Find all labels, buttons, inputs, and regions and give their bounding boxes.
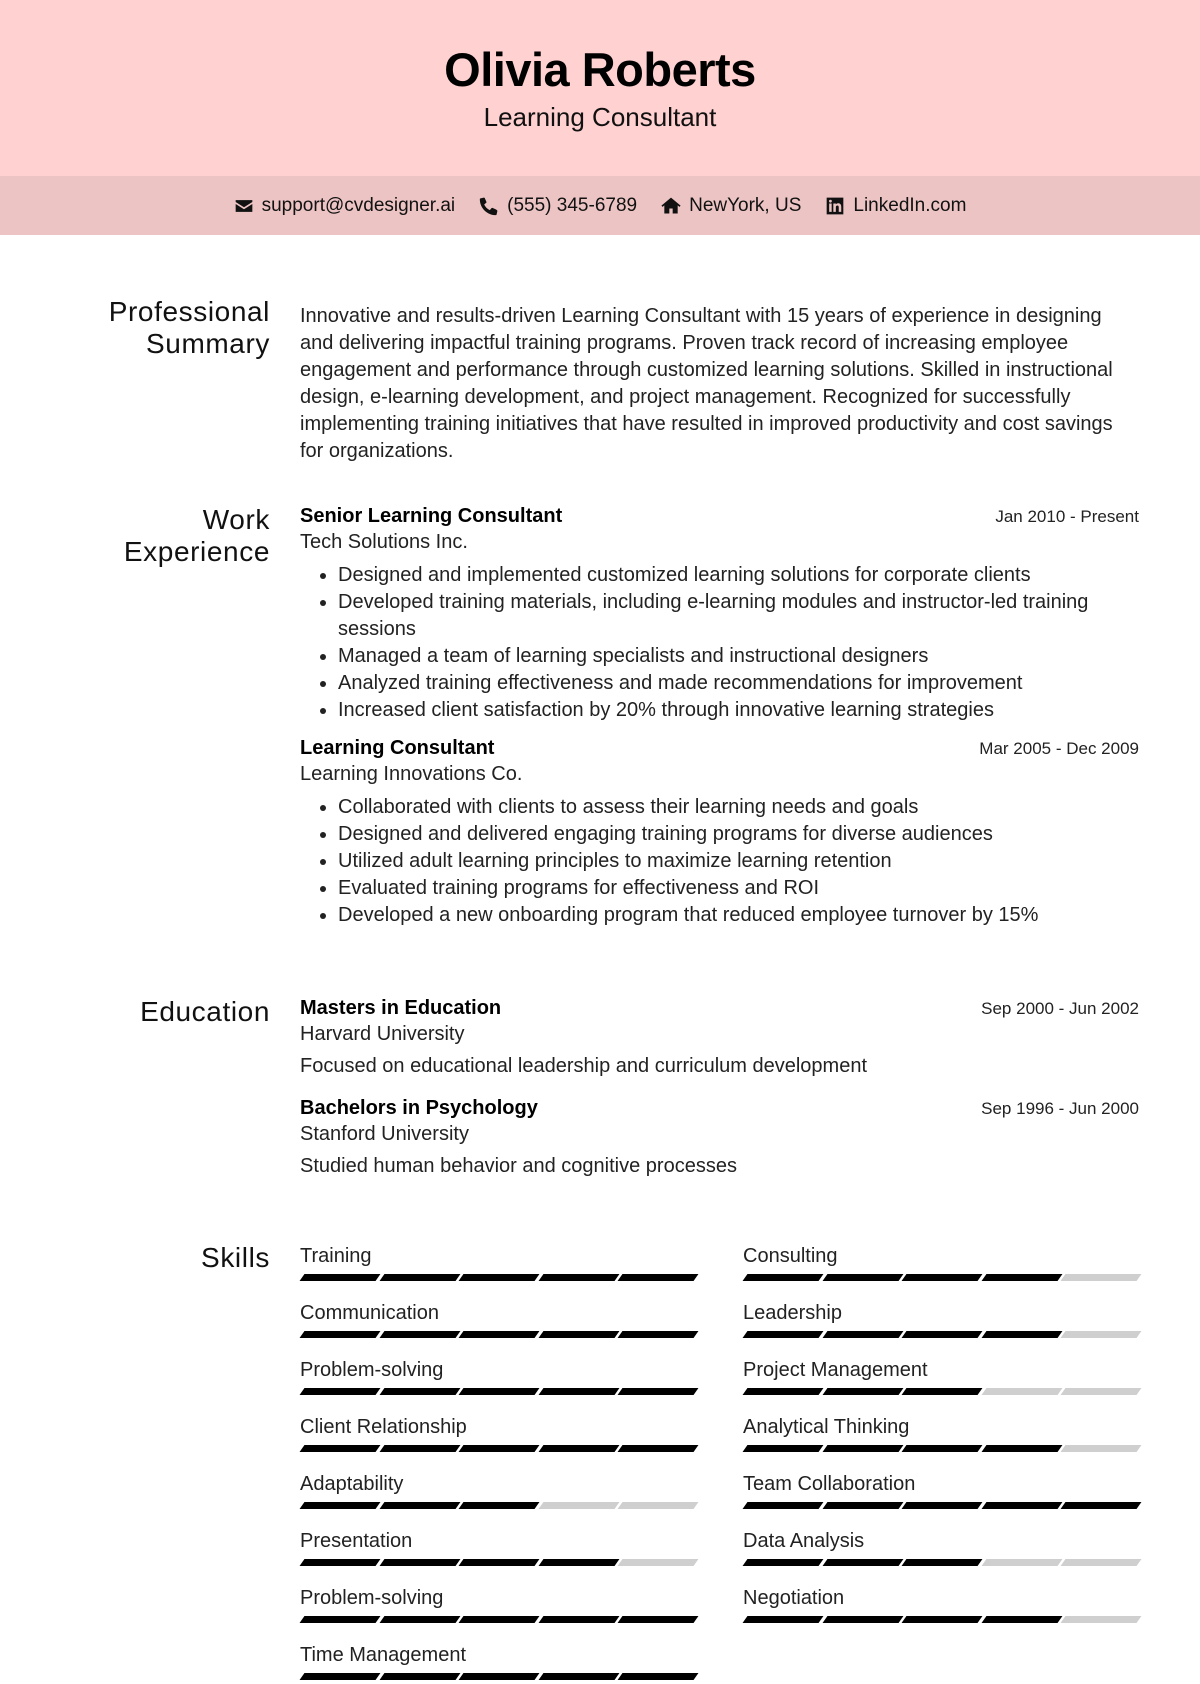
skill-level-segment-empty — [618, 1502, 698, 1509]
skill-name: Client Relationship — [300, 1416, 467, 1438]
contact-location-text: NewYork, US — [689, 194, 802, 216]
skill-level-segment-empty — [981, 1388, 1061, 1395]
summary-heading: Professional Summary — [108, 296, 270, 359]
skill-level-segment-filled — [981, 1445, 1061, 1452]
skill-level-segment-filled — [300, 1559, 380, 1566]
skill-level-segment-filled — [459, 1445, 539, 1452]
contact-phone-text: (555) 345-6789 — [507, 194, 638, 216]
skill-level-segment-filled — [538, 1616, 618, 1623]
candidate-title: Learning Consultant — [483, 102, 717, 132]
skill-level-segment-filled — [300, 1274, 380, 1281]
summary-text: Innovative and results-driven Learning Consultant with 15 years of experience in designing and delivering impactful training programs. Proven track record of increasing employee engagement and performance through customized learning solutions. Skilled in instructional design, e-learning development, and project management. Recognized for successfully implementing training initiatives that have resulted in improved productivity and cost savings for organizations. — [300, 305, 1113, 462]
skill-level-segment-filled — [379, 1274, 459, 1281]
linkedin-icon — [825, 196, 845, 216]
skill-level-bar — [300, 1274, 696, 1281]
contact-phone[interactable] — [479, 195, 637, 217]
job-bullet: • Designed and delivered engaging training programs for diverse audiences — [338, 821, 1139, 848]
skill-level-segment-filled — [618, 1388, 698, 1395]
skill-level-bar — [300, 1502, 696, 1509]
education-school: Stanford University — [300, 1123, 469, 1145]
skill-level-bar — [300, 1445, 696, 1452]
job-bullet: • Developed training materials, including e-learning modules and instructor-led training sessions — [338, 589, 1139, 643]
contact-linkedin[interactable] — [825, 195, 966, 217]
skill-level-segment-empty — [981, 1559, 1061, 1566]
job-bullets — [300, 794, 1139, 929]
skill-level-segment-filled — [459, 1673, 539, 1680]
skills-heading: Skills — [201, 1242, 270, 1273]
job-bullet: • Increased client satisfaction by 20% through innovative learning strategies — [338, 697, 1139, 724]
skill-level-segment-filled — [822, 1559, 902, 1566]
job-bullet: • Collaborated with clients to assess their learning needs and goals — [338, 794, 1139, 821]
skill-level-segment-empty — [1061, 1388, 1141, 1395]
skill-level-segment-filled — [902, 1388, 982, 1395]
work-heading: Work Experience — [123, 504, 270, 567]
skill-name: Problem-solving — [300, 1359, 444, 1381]
skill-level-segment-filled — [743, 1502, 823, 1509]
skills-left-column — [300, 1244, 696, 1684]
education-date: Sep 2000 - Jun 2002 — [981, 999, 1139, 1018]
education-entry — [300, 997, 1139, 1078]
skill-item — [300, 1586, 696, 1643]
job-title: Senior Learning Consultant — [300, 505, 563, 527]
skill-level-segment-filled — [822, 1616, 902, 1623]
contact-email[interactable] — [234, 195, 456, 217]
job-bullet: • Designed and implemented customized learning solutions for corporate clients — [338, 562, 1139, 589]
education-description: Studied human behavior and cognitive processes — [300, 1155, 737, 1177]
skill-item — [300, 1415, 696, 1472]
skill-item — [743, 1301, 1139, 1358]
skill-level-bar — [300, 1388, 696, 1395]
skill-level-segment-empty — [1061, 1559, 1141, 1566]
skill-level-segment-empty — [538, 1502, 618, 1509]
skill-level-segment-filled — [379, 1502, 459, 1509]
skill-level-segment-filled — [618, 1274, 698, 1281]
skill-item — [743, 1244, 1139, 1301]
skill-level-bar — [300, 1331, 696, 1338]
skill-item — [743, 1529, 1139, 1586]
skill-level-segment-filled — [743, 1616, 823, 1623]
skill-level-bar — [300, 1616, 696, 1623]
skill-level-segment-filled — [743, 1445, 823, 1452]
skill-level-segment-filled — [538, 1445, 618, 1452]
skill-level-segment-filled — [459, 1559, 539, 1566]
skill-level-segment-filled — [822, 1331, 902, 1338]
skill-level-segment-filled — [618, 1445, 698, 1452]
skill-level-segment-filled — [822, 1274, 902, 1281]
skill-level-segment-filled — [618, 1616, 698, 1623]
job-entry — [300, 737, 1139, 929]
education-degree: Masters in Education — [300, 997, 502, 1019]
job-bullet: • Evaluated training programs for effectiveness and ROI — [338, 875, 1139, 902]
skill-level-segment-filled — [822, 1388, 902, 1395]
skill-level-segment-filled — [743, 1559, 823, 1566]
skill-level-segment-filled — [379, 1559, 459, 1566]
skill-item — [300, 1301, 696, 1358]
contact-location — [661, 195, 801, 217]
skill-level-segment-filled — [459, 1502, 539, 1509]
skill-name: Presentation — [300, 1530, 413, 1552]
skill-level-segment-filled — [379, 1331, 459, 1338]
job-bullet: • Developed a new onboarding program that reduced employee turnover by 15% — [338, 902, 1139, 929]
skill-level-segment-filled — [300, 1331, 380, 1338]
job-bullet: • Managed a team of learning specialists and instructional designers — [338, 643, 1139, 670]
skill-item — [300, 1472, 696, 1529]
skills-right-column — [743, 1244, 1139, 1643]
education-section — [300, 997, 1139, 1178]
job-bullet: • Utilized adult learning principles to maximize learning retention — [338, 848, 1139, 875]
skill-item — [300, 1244, 696, 1301]
job-date: Jan 2010 - Present — [995, 507, 1139, 526]
skill-item — [300, 1358, 696, 1415]
skill-name: Project Management — [743, 1359, 928, 1381]
skill-level-segment-filled — [379, 1616, 459, 1623]
job-title: Learning Consultant — [300, 737, 495, 759]
skill-name: Adaptability — [300, 1473, 404, 1495]
skill-level-segment-empty — [618, 1559, 698, 1566]
skill-level-segment-filled — [902, 1559, 982, 1566]
job-date: Mar 2005 - Dec 2009 — [979, 739, 1139, 758]
education-degree: Bachelors in Psychology — [300, 1097, 538, 1119]
job-entry — [300, 505, 1139, 724]
skill-level-segment-empty — [1061, 1274, 1141, 1281]
skill-level-segment-filled — [822, 1445, 902, 1452]
skill-name: Consulting — [743, 1245, 838, 1267]
skill-level-segment-filled — [379, 1388, 459, 1395]
contact-email-text: support@cvdesigner.ai — [261, 194, 456, 216]
skill-name: Negotiation — [743, 1587, 845, 1609]
skill-level-bar — [743, 1388, 1139, 1395]
skill-level-segment-filled — [379, 1673, 459, 1680]
skill-item — [743, 1472, 1139, 1529]
job-company: Learning Innovations Co. — [300, 763, 523, 785]
skill-name: Time Management — [300, 1644, 466, 1666]
skill-name: Team Collaboration — [743, 1473, 916, 1495]
skill-level-bar — [743, 1616, 1139, 1623]
candidate-name: Olivia Roberts — [444, 43, 756, 96]
skill-level-segment-filled — [981, 1274, 1061, 1281]
skill-level-segment-filled — [538, 1274, 618, 1281]
education-entry — [300, 1097, 1139, 1178]
skill-level-segment-filled — [902, 1274, 982, 1281]
skill-level-segment-filled — [379, 1445, 459, 1452]
skill-level-segment-filled — [300, 1502, 380, 1509]
contact-bar — [0, 176, 1200, 235]
skill-level-segment-empty — [1061, 1616, 1141, 1623]
skill-level-segment-filled — [981, 1502, 1061, 1509]
skill-level-segment-empty — [1061, 1331, 1141, 1338]
skill-level-bar — [300, 1559, 696, 1566]
skill-level-segment-filled — [743, 1274, 823, 1281]
job-bullets — [300, 562, 1139, 724]
skill-level-segment-filled — [822, 1502, 902, 1509]
skill-item — [300, 1643, 696, 1684]
skill-level-segment-filled — [538, 1331, 618, 1338]
skill-level-segment-filled — [981, 1616, 1061, 1623]
skill-item — [743, 1358, 1139, 1415]
skill-level-segment-filled — [902, 1445, 982, 1452]
skill-name: Training — [300, 1245, 372, 1267]
skill-level-segment-filled — [459, 1274, 539, 1281]
skill-level-segment-filled — [618, 1331, 698, 1338]
skill-level-segment-filled — [300, 1673, 380, 1680]
skill-name: Data Analysis — [743, 1530, 865, 1552]
skill-level-bar — [743, 1445, 1139, 1452]
education-date: Sep 1996 - Jun 2000 — [981, 1099, 1139, 1118]
work-section — [300, 505, 1139, 929]
skill-level-segment-filled — [459, 1388, 539, 1395]
skill-level-segment-filled — [300, 1388, 380, 1395]
skill-level-segment-filled — [538, 1559, 618, 1566]
skill-level-segment-filled — [743, 1388, 823, 1395]
skill-level-segment-empty — [1061, 1445, 1141, 1452]
education-description: Focused on educational leadership and curriculum development — [300, 1055, 868, 1077]
skill-item — [300, 1529, 696, 1586]
skill-name: Leadership — [743, 1302, 842, 1324]
skill-level-segment-filled — [459, 1331, 539, 1338]
skill-level-segment-filled — [902, 1331, 982, 1338]
skill-level-segment-filled — [981, 1331, 1061, 1338]
skill-name: Communication — [300, 1302, 439, 1324]
skill-level-segment-filled — [743, 1331, 823, 1338]
skill-level-segment-filled — [538, 1388, 618, 1395]
job-bullet: • Analyzed training effectiveness and made recommendations for improvement — [338, 670, 1139, 697]
home-icon — [661, 196, 681, 216]
skill-level-bar — [743, 1274, 1139, 1281]
skill-name: Analytical Thinking — [743, 1416, 910, 1438]
contact-linkedin-text: LinkedIn.com — [853, 194, 967, 216]
skill-item — [743, 1586, 1139, 1643]
skill-level-segment-filled — [538, 1673, 618, 1680]
skill-level-segment-filled — [300, 1445, 380, 1452]
resume-header — [0, 0, 1200, 176]
skill-name: Problem-solving — [300, 1587, 444, 1609]
skill-item — [743, 1415, 1139, 1472]
skill-level-bar — [300, 1673, 696, 1680]
skill-level-segment-filled — [1061, 1502, 1141, 1509]
skill-level-bar — [743, 1331, 1139, 1338]
phone-icon — [479, 196, 499, 216]
skill-level-segment-filled — [902, 1616, 982, 1623]
skill-level-bar — [743, 1502, 1139, 1509]
skill-level-segment-filled — [300, 1616, 380, 1623]
skill-level-segment-filled — [618, 1673, 698, 1680]
education-school: Harvard University — [300, 1023, 465, 1045]
job-company: Tech Solutions Inc. — [300, 531, 468, 553]
skill-level-bar — [743, 1559, 1139, 1566]
skill-level-segment-filled — [459, 1616, 539, 1623]
envelope-icon — [234, 196, 254, 216]
education-heading: Education — [140, 996, 270, 1027]
skill-level-segment-filled — [902, 1502, 982, 1509]
